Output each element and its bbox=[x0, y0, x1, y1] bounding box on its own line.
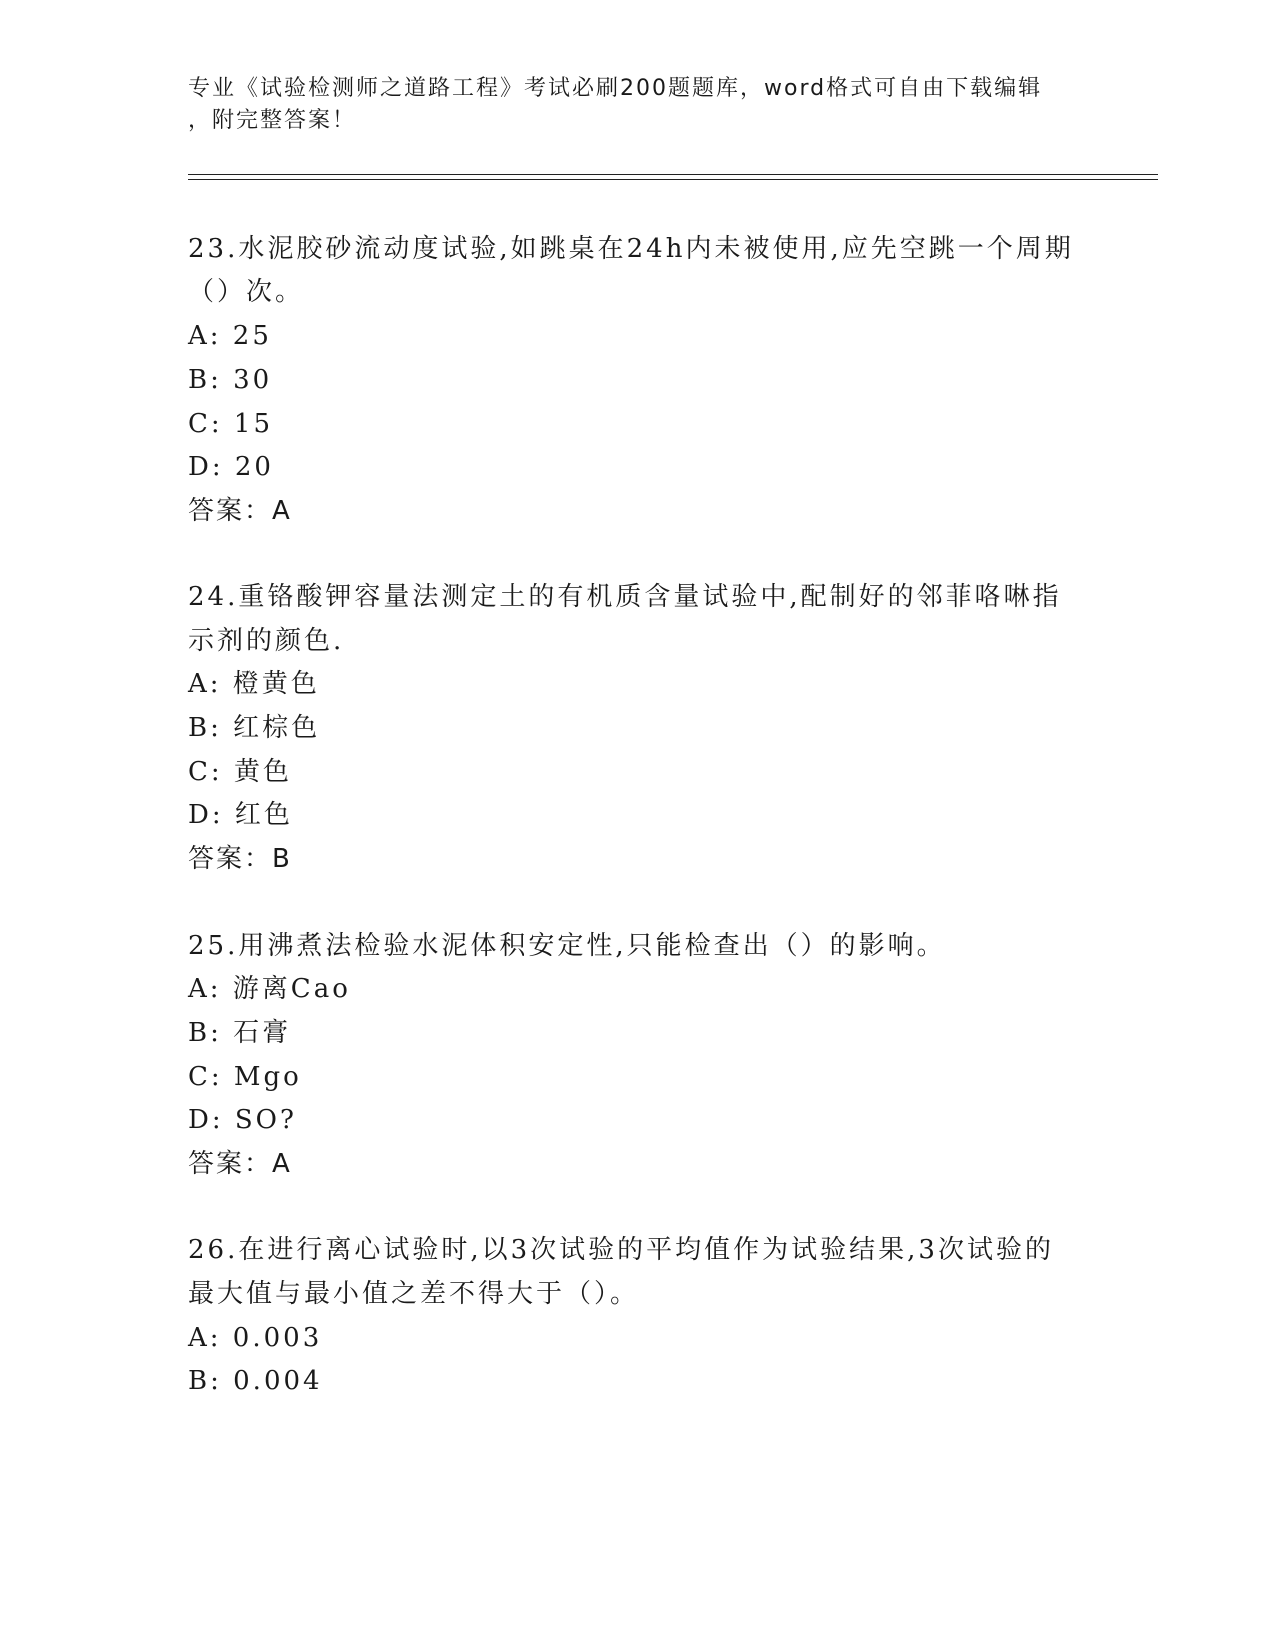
header-divider-top bbox=[188, 174, 1158, 175]
option-d: D: 红色 bbox=[188, 800, 293, 830]
answer-label: 答案：A bbox=[188, 1149, 292, 1179]
option-b: B: 红棕色 bbox=[188, 713, 321, 743]
question-stem: 23.水泥胶砂流动度试验,如跳桌在24h内未被使用,应先空跳一个周期 bbox=[188, 234, 1074, 264]
question-stem: 26.在进行离心试验时,以3次试验的平均值作为试验结果,3次试验的 bbox=[188, 1235, 1054, 1265]
option-a: A: 游离Cao bbox=[188, 974, 351, 1004]
option-b: B: 30 bbox=[188, 365, 273, 395]
question-stem-continued: 示剂的颜色. bbox=[188, 626, 345, 656]
option-c: C: Mgo bbox=[188, 1062, 302, 1092]
answer-label: 答案：A bbox=[188, 496, 292, 526]
option-b: B: 0.004 bbox=[188, 1366, 323, 1396]
answer-label: 答案：B bbox=[188, 844, 292, 874]
header-title-line2: ，附完整答案！ bbox=[188, 108, 357, 133]
option-d: D: 20 bbox=[188, 452, 274, 482]
option-d: D: SO? bbox=[188, 1105, 297, 1135]
question-stem: 24.重铬酸钾容量法测定土的有机质含量试验中,配制好的邻菲咯啉指 bbox=[188, 582, 1062, 612]
header-divider-bottom bbox=[188, 179, 1158, 180]
option-c: C: 黄色 bbox=[188, 757, 292, 787]
question-stem-continued: 最大值与最小值之差不得大于（）。 bbox=[188, 1279, 640, 1309]
header-title-line1: 专业《试验检测师之道路工程》考试必刷200题题库，word格式可自由下载编辑 bbox=[188, 76, 1043, 101]
question-stem-continued: （）次。 bbox=[188, 277, 305, 307]
option-b: B: 石膏 bbox=[188, 1018, 292, 1048]
option-a: A: 0.003 bbox=[188, 1323, 323, 1353]
option-a: A: 橙黄色 bbox=[188, 669, 320, 699]
option-a: A: 25 bbox=[188, 321, 272, 351]
question-stem: 25.用沸煮法检验水泥体积安定性,只能检查出（）的影响。 bbox=[188, 931, 946, 961]
option-c: C: 15 bbox=[188, 409, 274, 439]
